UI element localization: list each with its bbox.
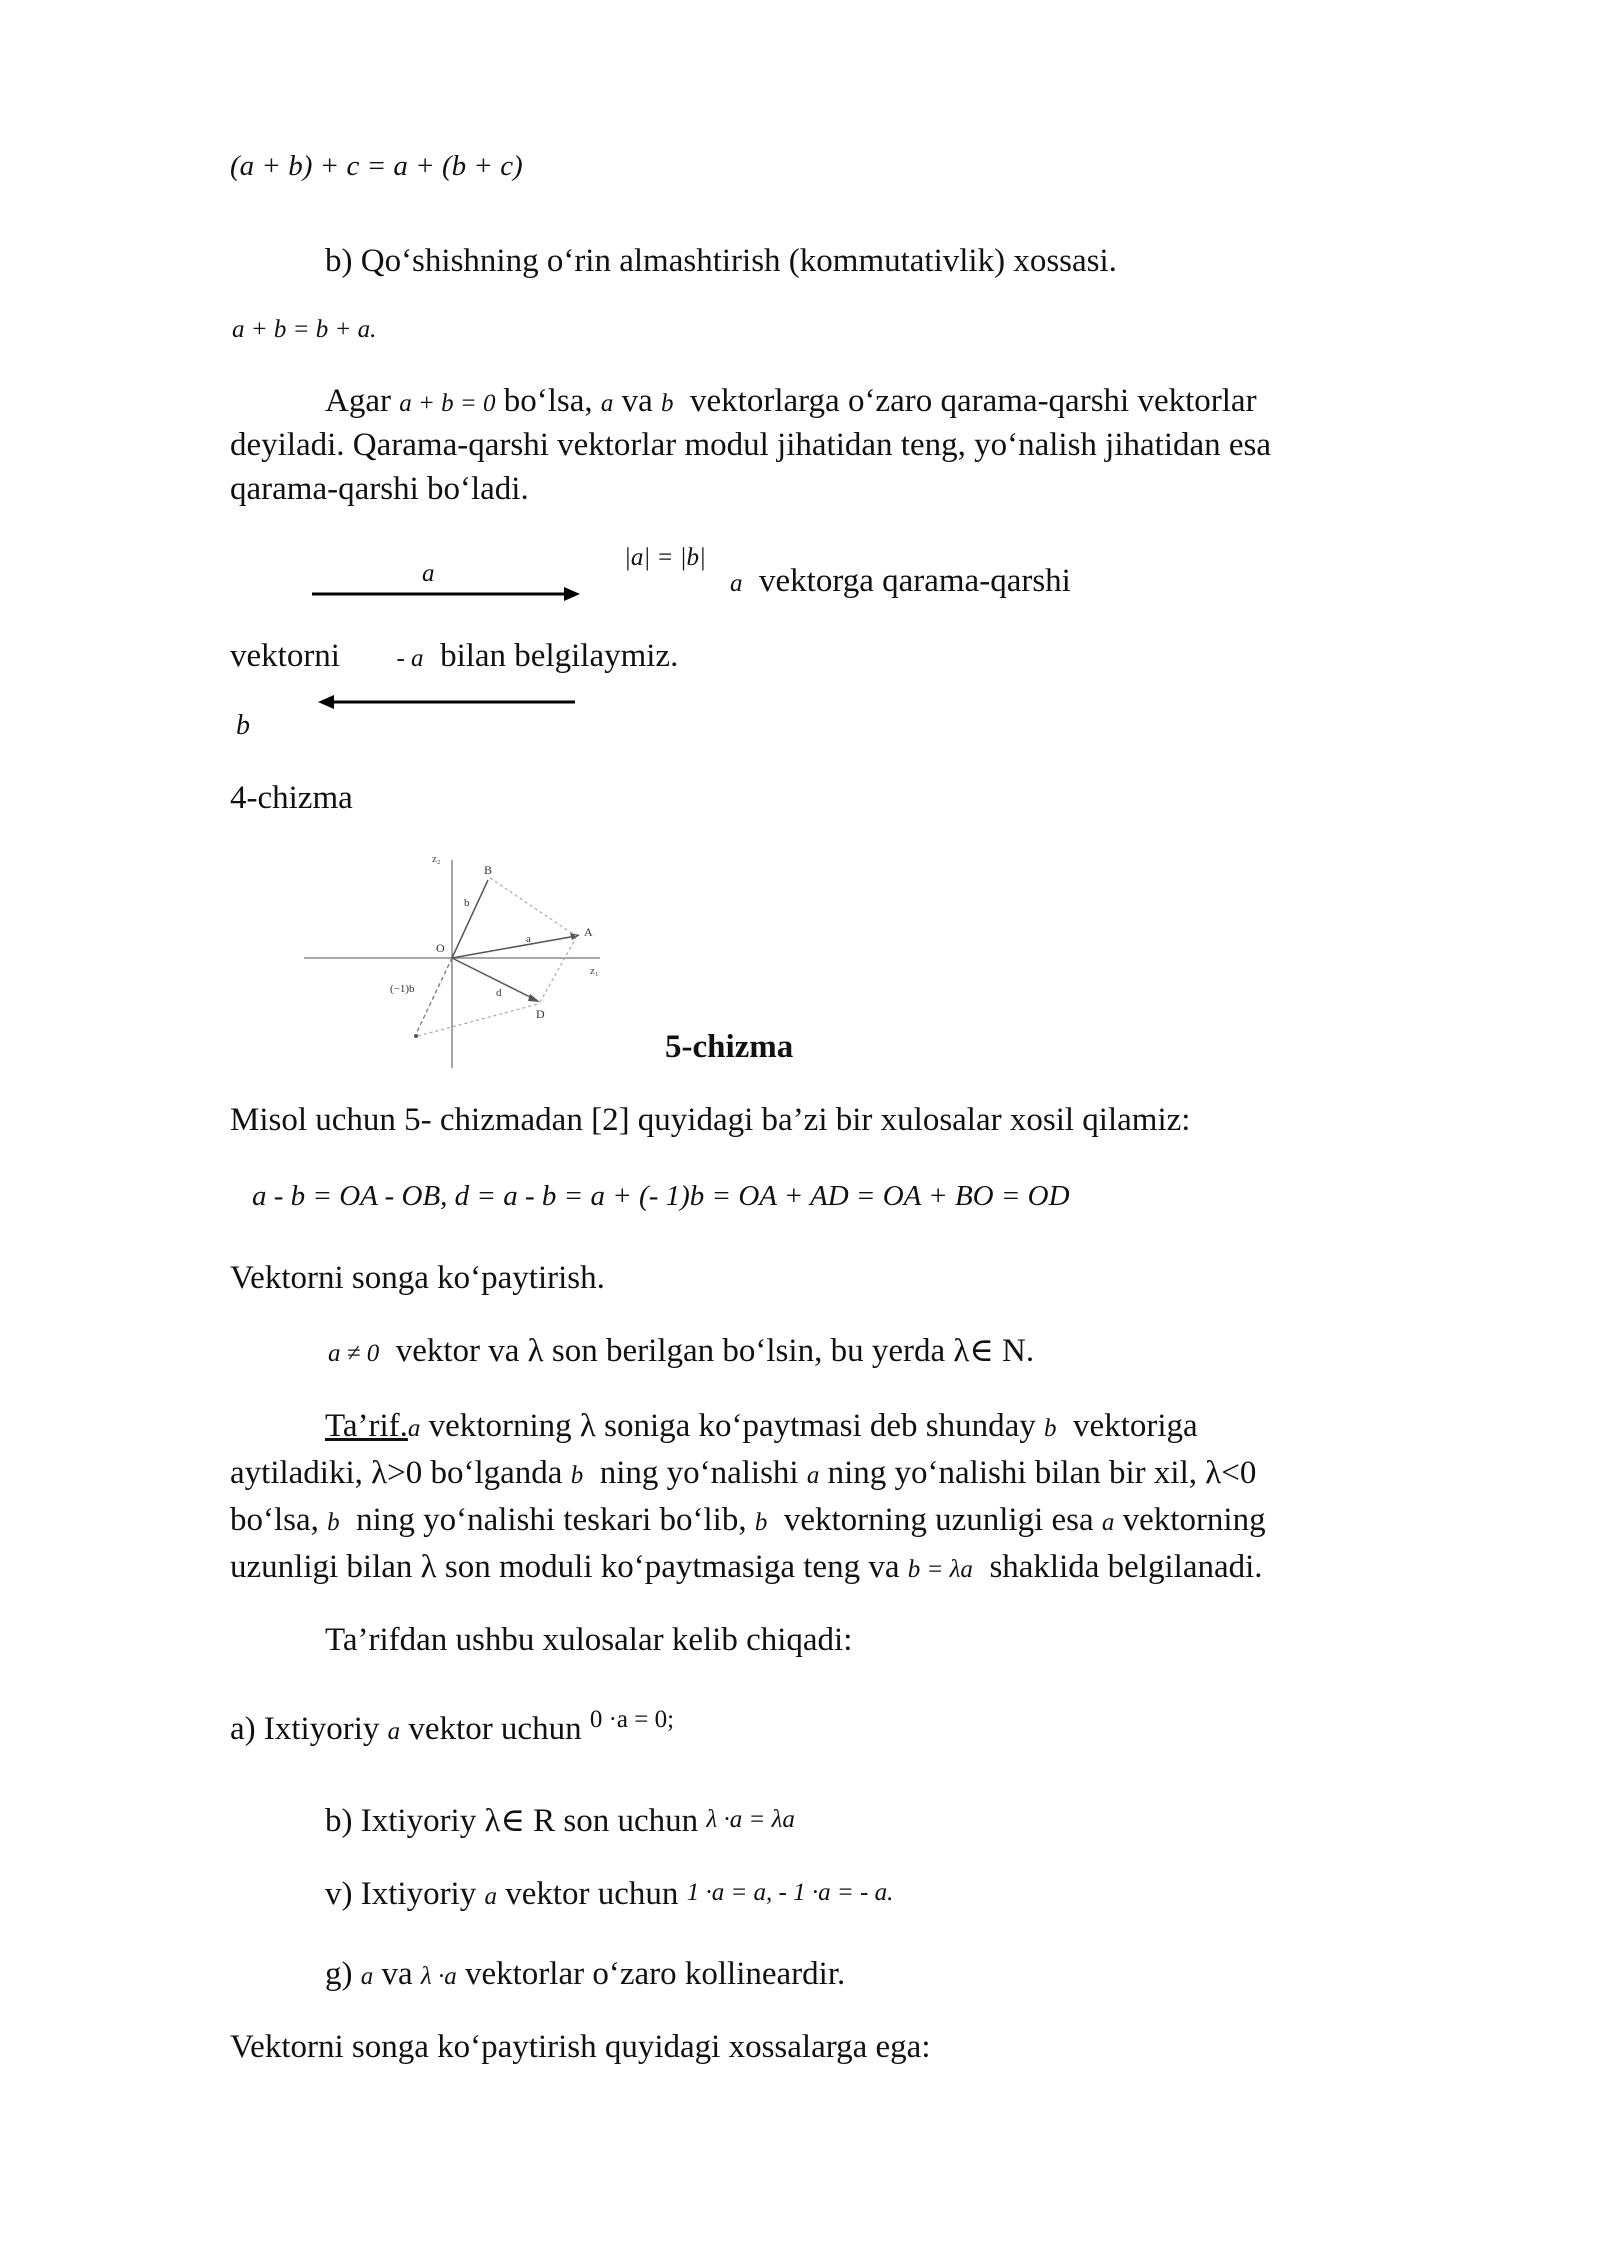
figure-5-caption: 5-chizma	[665, 1029, 794, 1065]
opposite-line2: deyiladi. Qarama-qarshi vektorlar modul jihatidan teng, yo‘nalish jihatidan esa	[230, 427, 1272, 463]
figure-4-caption: 4-chizma	[230, 780, 353, 816]
consequence-v: v) Ixtiyoriy a vektor uchun 1 ·a = a, - 1 ·a = - a.	[325, 1876, 894, 1912]
label-O: O	[436, 941, 445, 955]
heading-multiplication: Vektorni songa ko‘paytirish.	[230, 1260, 605, 1296]
opposite-line3: qarama-qarshi bo‘ladi.	[230, 471, 529, 507]
label-A: A	[584, 925, 593, 939]
consequence-a: a) Ixtiyoriy a vektor uchun $^{0 \cdot a = 0;}$	[230, 1706, 675, 1747]
label-d: d	[496, 987, 502, 999]
segment-negb-d	[418, 1004, 538, 1036]
vektorni-line: vektorni - a bilan belgilaymiz.	[230, 638, 679, 674]
arrow-b-label: b	[236, 710, 250, 741]
given-line: a ≠ 0 vektor va λ son berilgan bo‘lsin, bu yerda λ∈ N.	[328, 1333, 1035, 1369]
example-formula: a - b = OA - OB, d = a - b = a + (- 1)b = OA + AD = OA + BO = OD	[252, 1180, 1070, 1212]
label-b: b	[464, 897, 470, 909]
closing-line: Vektorni songa ko‘paytirish quyidagi xossalarga ega:	[230, 2029, 931, 2065]
label-z2: z₂	[432, 853, 441, 865]
formula-commutativity: a + b = b + a.	[232, 316, 377, 343]
definition-line3: bo‘lsa, b ning yo‘nalishi teskari bo‘lib, b vektorning uzunligi esa a vektorning	[230, 1502, 1266, 1538]
opposite-line1: Agar a + b = 0 bo‘lsa, a va b vektorlarga o‘zaro qarama-qarshi vektorlar	[325, 383, 1257, 419]
label-a: a	[526, 933, 531, 945]
vector-a	[452, 936, 576, 958]
consequence-g: g) a va λ ·a vektorlar o‘zaro kollineardir.	[325, 1956, 846, 1992]
example-intro: Misol uchun 5- chizmadan [2] quyidagi ba’zi bir xulosalar xosil qilamiz:	[230, 1102, 1191, 1138]
definition-line2: aytiladiki, λ>0 bo‘lganda b ning yo‘nalishi a ning yo‘nalishi bilan bir xil, λ<0	[230, 1455, 1257, 1491]
opposite-vector-text: a vektorga qarama-qarshi	[730, 563, 1071, 599]
definition-line1: Ta’rif.a vektorning λ soniga ko‘paytmasi deb shunday b vektoriga	[325, 1408, 1198, 1444]
modulus-equality: |a| = |b|	[624, 544, 706, 571]
vector-d	[452, 958, 536, 1000]
figure-5-diagram	[300, 840, 610, 1070]
label-z1: z₁	[590, 965, 599, 977]
vector-neg-b	[416, 958, 452, 1034]
consequence-b: b) Ixtiyoriy λ∈ R son uchun λ ·a = λa	[325, 1803, 795, 1839]
arrow-a-label: a	[422, 560, 435, 587]
formula-associativity: (a + b) + c = a + (b + c)	[230, 150, 523, 182]
vector-b	[452, 880, 488, 958]
segment-da	[540, 938, 576, 1002]
item-commutativity: b) Qo‘shishning o‘rin almashtirish (kommutativlik) xossasi.	[325, 243, 1117, 279]
label-neg-b: (−1)b	[390, 983, 415, 995]
label-B: B	[484, 863, 493, 877]
segment-ba	[490, 878, 576, 936]
definition-line4: uzunligi bilan λ son moduli ko‘paytmasiga teng va b = λa shaklida belgilanadi.	[230, 1549, 1263, 1585]
consequences-intro: Ta’rifdan ushbu xulosalar kelib chiqadi:	[325, 1622, 853, 1658]
label-D: D	[536, 1007, 545, 1021]
